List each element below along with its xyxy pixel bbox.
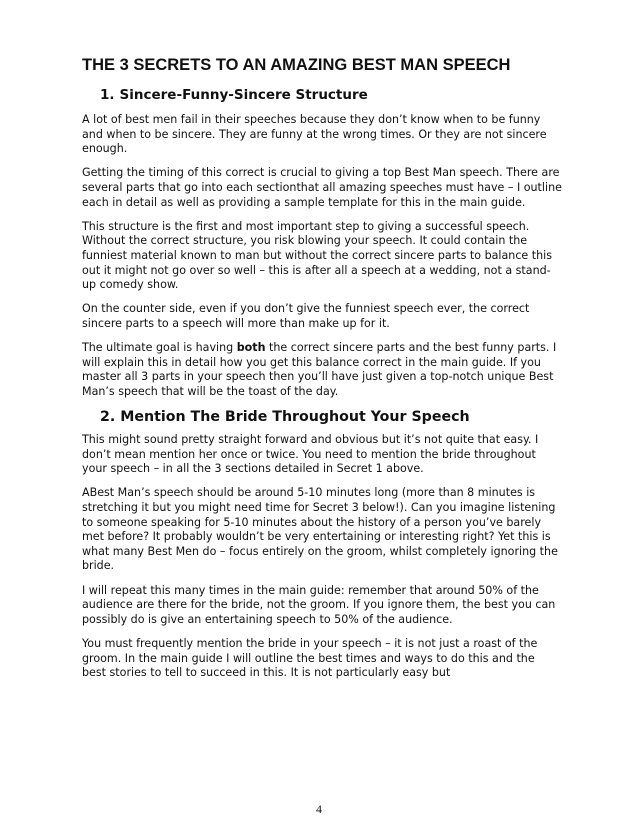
paragraph: On the counter side, even if you don’t give the funniest speech ever, the correct sincere parts to a speech will more than make up for it. xyxy=(82,302,530,330)
document-title: THE 3 SECRETS TO AN AMAZING BEST MAN SPEECH xyxy=(82,56,511,74)
paragraph: I will repeat this many times in the main guide: remember that around 50% of the audience are there for the bride, not the groom. If you ignore them, the best you can possibly do is give an entertaining speech to 50% of the audience. xyxy=(82,583,556,626)
page-content xyxy=(82,56,562,690)
paragraph: ABest Man’s speech should be around 5-10 minutes long (more than 8 minutes is stretching it but you might need time for Secret 3 below!). Can you imagine listening to someone speaking for 5-10 minutes about the history of a person you’ve barely met before? It probably wouldn’t be very entertaining or interesting right? Yet this is what many Best Men do – focus entirely on the groom, whilst completely ignoring the bride. xyxy=(82,486,558,573)
paragraph: You must frequently mention the bride in your speech – it is not just a roast of the groom. In the main guide I will outline the best times and ways to do this and the best stories to tell to succeed in this. It is not particularly easy but xyxy=(82,636,538,680)
paragraph xyxy=(82,341,562,399)
section-heading-2 xyxy=(100,409,562,425)
page-number: 4 xyxy=(316,802,322,816)
section-heading-text: Mention The Bride Throughout Your Speech xyxy=(120,409,470,426)
bold-emphasis: both xyxy=(236,341,266,355)
paragraph: A lot of best men fail in their speeches because they don’t know when to be funny and when to be sincere. They are funny at the wrong times. Or they are not sincere enough. xyxy=(82,113,547,156)
section-number: 1. xyxy=(100,87,115,103)
section-heading-1 xyxy=(100,87,562,103)
paragraph: Getting the timing of this correct is crucial to giving a top Best Man speech. There are several parts that go into each sectionthat all amazing speeches must have – I outline each in detail as well as providing a sample template for this in the main guide. xyxy=(82,166,562,209)
paragraph: This structure is the first and most important step to giving a successful speech. Without the correct structure, you risk blowing your speech. It could contain the funniest material known to man but without the correct sincere parts to balance this out it might not go over so well – this is after all a speech at a wedding, not a stand-up comedy show. xyxy=(82,219,553,292)
section-number: 2. xyxy=(100,409,116,426)
section-heading-text: Sincere-Funny-Sincere Structure xyxy=(119,87,368,103)
paragraph-text: the correct sincere parts and the best funny parts. I will explain this in detail how you get this balance correct in the main guide. If you master all 3 parts in your speech then you’ll have just given a top-notch unique Best Man’s speech that will be the toast of the day. xyxy=(82,341,557,398)
paragraph-text: The ultimate goal is having xyxy=(82,341,237,355)
paragraph: This might sound pretty straight forward and obvious but it’s not quite that easy. I don’t mean mention her once or twice. You need to mention the bride throughout your speech – in all the 3 sections detailed in Secret 1 above. xyxy=(82,433,539,476)
